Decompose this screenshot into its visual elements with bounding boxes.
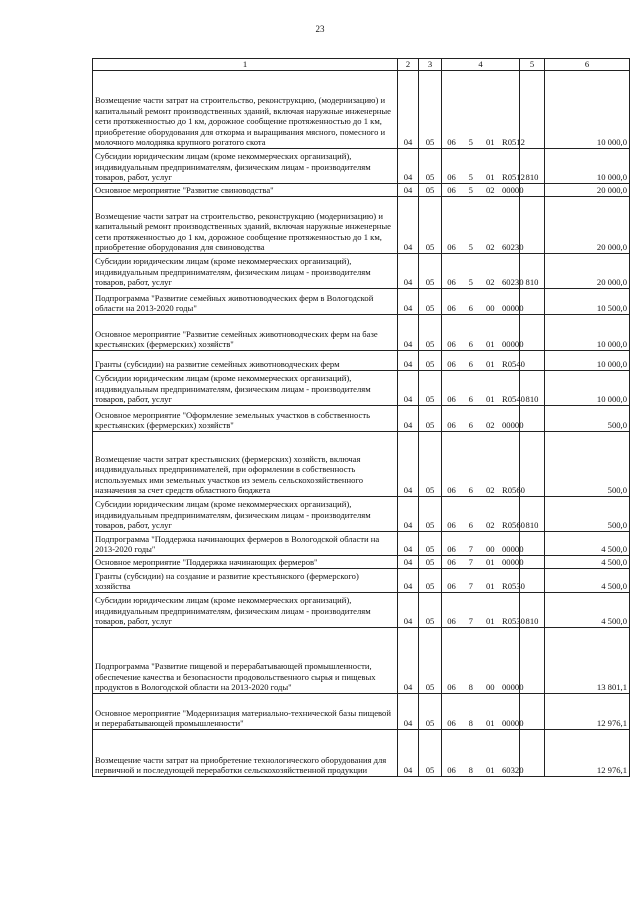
row-target-subprogram: 6 (461, 371, 481, 406)
row-subsection: 05 (419, 569, 442, 593)
table-row (93, 694, 630, 730)
row-target-subprogram: 5 (461, 149, 481, 184)
row-section: 04 (398, 184, 419, 197)
row-target-event: 00 (481, 628, 501, 694)
row-target-program: 06 (442, 315, 462, 351)
row-target-event: 01 (481, 149, 501, 184)
row-expense-type: 810 (520, 149, 545, 184)
row-subsection: 05 (419, 406, 442, 432)
row-subsection: 05 (419, 593, 442, 628)
row-amount: 10 000,0 (545, 371, 630, 406)
row-subsection: 05 (419, 497, 442, 532)
row-target-subprogram: 6 (461, 497, 481, 532)
row-target-event: 01 (481, 569, 501, 593)
row-target-event: 02 (481, 432, 501, 497)
row-subsection: 05 (419, 532, 442, 556)
row-section: 04 (398, 289, 419, 315)
row-target-event: 02 (481, 197, 501, 254)
row-target-event: 01 (481, 71, 501, 149)
row-section: 04 (398, 628, 419, 694)
row-target-direction: R0530 (500, 593, 520, 628)
table-row (93, 71, 630, 149)
row-subsection: 05 (419, 351, 442, 371)
row-target-program: 06 (442, 694, 462, 730)
row-name: Основное мероприятие "Развитие свиноводства" (93, 184, 398, 197)
row-section: 04 (398, 351, 419, 371)
row-target-direction: 00000 (500, 694, 520, 730)
row-section: 04 (398, 149, 419, 184)
row-target-subprogram: 7 (461, 593, 481, 628)
row-target-direction: 60320 (500, 730, 520, 777)
row-target-program: 06 (442, 532, 462, 556)
table-row (93, 197, 630, 254)
row-target-event: 01 (481, 593, 501, 628)
row-name: Основное мероприятие "Оформление земельных участков в собственность крестьянских (фермерских) хозяйств" (93, 406, 398, 432)
row-target-program: 06 (442, 371, 462, 406)
row-target-program: 06 (442, 197, 462, 254)
row-amount: 4 500,0 (545, 556, 630, 569)
row-name: Подпрограмма "Развитие семейных животноводческих ферм в Вологодской области на 2013-2020 годы" (93, 289, 398, 315)
table-body (93, 71, 630, 777)
row-subsection: 05 (419, 315, 442, 351)
row-target-direction: R0540 (500, 351, 520, 371)
row-target-program: 06 (442, 149, 462, 184)
table-row (93, 569, 630, 593)
row-target-subprogram: 6 (461, 351, 481, 371)
table-row (93, 289, 630, 315)
row-name: Возмещение части затрат на строительство, реконструкцию (модернизацию) и капитальный ремонт производственных зданий, включая наружные инженерные сети протяженностью до 1 км, дорожное сообщение протяженностью до 1 км, приобретение оборудования для свиноводства (93, 197, 398, 254)
row-amount: 20 000,0 (545, 184, 630, 197)
header-col-3: 3 (419, 59, 442, 71)
row-name: Гранты (субсидии) на развитие семейных животноводческих ферм (93, 351, 398, 371)
row-name: Основное мероприятие "Поддержка начинающих фермеров" (93, 556, 398, 569)
row-target-direction: R0512 (500, 149, 520, 184)
row-name: Возмещение части затрат на приобретение технологического оборудования для первичной и последующей переработки сельскохозяйственной продукции (93, 730, 398, 777)
row-section: 04 (398, 197, 419, 254)
row-section: 04 (398, 556, 419, 569)
row-subsection: 05 (419, 197, 442, 254)
row-target-direction: 00000 (502, 185, 524, 196)
row-target-subprogram: 6 (461, 289, 481, 315)
table-row (93, 556, 630, 569)
table-row (93, 406, 630, 432)
row-target-subprogram: 6 (461, 432, 481, 497)
row-section: 04 (398, 532, 419, 556)
row-amount: 10 000,0 (545, 351, 630, 371)
row-name: Возмещение части затрат на строительство, реконструкцию, (модернизацию) и капитальный ремонт производственных зданий, включая наружные инженерные сети протяженностью до 1 км, дорожное сообщение протяженностью до 1 км, приобретение оборудования для откорма и выращивания мясного, помесного и молочного молодняка крупного рогатого скота (93, 71, 398, 149)
table-header-row (93, 59, 630, 71)
row-target-subprogram: 7 (461, 532, 481, 556)
row-target-direction: 00000 (502, 557, 524, 568)
row-target-event: 01 (481, 371, 501, 406)
table-row (93, 497, 630, 532)
row-target-event: 02 (481, 497, 501, 532)
row-name: Возмещение части затрат крестьянских (фермерских) хозяйств, включая индивидуальных предпринимателей, при оформлении в собственность используемых ими земельных участков из земель сельскохозяйственного назначения за счет средств областного бюджета (93, 432, 398, 497)
row-target-program: 06 (442, 184, 462, 197)
row-section: 04 (398, 497, 419, 532)
row-target-program: 06 (442, 569, 462, 593)
row-amount: 4 500,0 (545, 532, 630, 556)
row-expense-type: 810 (520, 497, 545, 532)
row-name: Гранты (субсидии) на создание и развитие крестьянского (фермерского) хозяйства (93, 569, 398, 593)
row-target-subprogram: 7 (461, 556, 481, 569)
row-expense-type (520, 694, 545, 730)
row-amount: 500,0 (545, 406, 630, 432)
row-expense-type (520, 730, 545, 777)
row-target-subprogram: 8 (461, 628, 481, 694)
row-subsection: 05 (419, 556, 442, 569)
row-amount: 500,0 (545, 432, 630, 497)
row-target-direction: 00000 (500, 628, 520, 694)
row-target-direction: 00000 (500, 315, 520, 351)
row-target-direction: R0530 (500, 569, 520, 593)
row-target-program: 06 (442, 432, 462, 497)
row-subsection: 05 (419, 432, 442, 497)
row-target-program: 06 (442, 71, 462, 149)
budget-table (92, 58, 630, 777)
row-target-subprogram: 6 (461, 315, 481, 351)
row-amount: 10 000,0 (545, 315, 630, 351)
row-target-direction: R0540 (500, 371, 520, 406)
row-target-event: 00 (481, 289, 501, 315)
row-section: 04 (398, 254, 419, 289)
row-target-event: 01 (481, 730, 501, 777)
row-amount: 13 801,1 (545, 628, 630, 694)
row-amount: 4 500,0 (545, 569, 630, 593)
row-target-event: 01 (481, 694, 501, 730)
row-target-event: 02 (481, 184, 501, 197)
row-target-subprogram: 5 (461, 71, 481, 149)
row-expense-type (520, 628, 545, 694)
row-target-program: 06 (442, 406, 462, 432)
row-expense-type (520, 532, 545, 556)
table-row (93, 432, 630, 497)
row-target-subprogram: 5 (461, 254, 481, 289)
row-section: 04 (398, 315, 419, 351)
row-section: 04 (398, 432, 419, 497)
row-name: Основное мероприятие "Модернизация материально-технической базы пищевой и перерабатывающей промышленности" (93, 694, 398, 730)
row-expense-type (520, 556, 545, 569)
row-target-program: 06 (442, 289, 462, 315)
table-row (93, 351, 630, 371)
row-target-program: 06 (442, 497, 462, 532)
row-amount: 20 000,0 (545, 254, 630, 289)
row-subsection: 05 (419, 289, 442, 315)
row-section: 04 (398, 569, 419, 593)
table-row (93, 315, 630, 351)
row-target-event: 01 (481, 315, 501, 351)
row-amount: 20 000,0 (545, 197, 630, 254)
row-target-direction: 00000 (500, 289, 520, 315)
table-row (93, 184, 630, 197)
row-target-direction: 60230 (500, 254, 520, 289)
row-name: Субсидии юридическим лицам (кроме некоммерческих организаций), индивидуальным предпринимателям, физическим лицам - производителям товаров, работ, услуг (93, 149, 398, 184)
row-target-event: 02 (481, 254, 501, 289)
row-amount: 10 000,0 (545, 71, 630, 149)
row-target-direction: 00000 (500, 532, 520, 556)
row-name: Основное мероприятие "Развитие семейных животноводческих ферм на базе крестьянских (фермерских) хозяйств" (93, 315, 398, 351)
table-row (93, 149, 630, 184)
row-amount: 4 500,0 (545, 593, 630, 628)
row-target-event: 01 (481, 556, 501, 569)
row-name: Субсидии юридическим лицам (кроме некоммерческих организаций), индивидуальным предпринимателям, физическим лицам - производителям товаров, работ, услуг (93, 254, 398, 289)
row-target-program: 06 (442, 628, 462, 694)
row-target-program: 06 (442, 351, 462, 371)
row-subsection: 05 (419, 371, 442, 406)
row-subsection: 05 (419, 71, 442, 149)
table-row (93, 730, 630, 777)
row-target-subprogram: 6 (461, 406, 481, 432)
row-subsection: 05 (419, 730, 442, 777)
header-col-6: 6 (545, 59, 630, 71)
row-amount: 10 000,0 (545, 149, 630, 184)
row-name: Подпрограмма "Развитие пищевой и перерабатывающей промышленности, обеспечение качества и безопасности продовольственного сырья и пищевых продуктов в Вологодской области на 2013-2020 годы" (93, 628, 398, 694)
header-col-1: 1 (93, 59, 398, 71)
table-row (93, 254, 630, 289)
row-section: 04 (398, 71, 419, 149)
row-section: 04 (398, 371, 419, 406)
row-subsection: 05 (419, 694, 442, 730)
row-expense-type (520, 197, 545, 254)
row-expense-type (520, 406, 545, 432)
table-row (93, 593, 630, 628)
row-target-subprogram: 8 (461, 694, 481, 730)
row-target-subprogram: 7 (461, 569, 481, 593)
table-row (93, 371, 630, 406)
table-row (93, 628, 630, 694)
row-amount: 500,0 (545, 497, 630, 532)
row-subsection: 05 (419, 184, 442, 197)
row-name: Субсидии юридическим лицам (кроме некоммерческих организаций), индивидуальным предпринимателям, физическим лицам - производителям товаров, работ, услуг (93, 371, 398, 406)
row-target-subprogram: 5 (461, 197, 481, 254)
header-col-5: 5 (520, 59, 545, 71)
row-target-program: 06 (442, 730, 462, 777)
table-row (93, 532, 630, 556)
row-expense-type: 810 (520, 254, 545, 289)
row-target-subprogram: 5 (461, 184, 481, 197)
row-target-event: 00 (481, 532, 501, 556)
header-col-2: 2 (398, 59, 419, 71)
row-subsection: 05 (419, 628, 442, 694)
row-target-direction: R0560 (500, 432, 520, 497)
row-target-direction: 60230 (500, 197, 520, 254)
row-expense-type: 810 (520, 593, 545, 628)
row-amount: 12 976,1 (545, 730, 630, 777)
row-subsection: 05 (419, 149, 442, 184)
row-amount: 12 976,1 (545, 694, 630, 730)
row-subsection: 05 (419, 254, 442, 289)
row-expense-type (520, 289, 545, 315)
row-name: Подпрограмма "Поддержка начинающих фермеров в Вологодской области на 2013-2020 годы" (93, 532, 398, 556)
row-section: 04 (398, 730, 419, 777)
row-target-direction: 00000 (500, 406, 520, 432)
row-section: 04 (398, 694, 419, 730)
page-number: 23 (315, 24, 325, 34)
header-col-4: 4 (442, 59, 520, 71)
row-target-event: 02 (481, 406, 501, 432)
row-target-program: 06 (442, 593, 462, 628)
row-target-event: 01 (481, 351, 501, 371)
row-target-direction: R0512 (500, 71, 520, 149)
row-amount: 10 500,0 (545, 289, 630, 315)
row-expense-type (520, 315, 545, 351)
row-target-subprogram: 8 (461, 730, 481, 777)
row-target-program: 06 (442, 254, 462, 289)
row-expense-type (520, 184, 545, 197)
row-section: 04 (398, 593, 419, 628)
row-expense-type: 810 (520, 371, 545, 406)
row-name: Субсидии юридическим лицам (кроме некоммерческих организаций), индивидуальным предпринимателям, физическим лицам - производителям товаров, работ, услуг (93, 593, 398, 628)
row-target-direction: R0560 (500, 497, 520, 532)
row-section: 04 (398, 406, 419, 432)
row-target-program: 06 (442, 556, 462, 569)
row-name: Субсидии юридическим лицам (кроме некоммерческих организаций), индивидуальным предпринимателям, физическим лицам - производителям товаров, работ, услуг (93, 497, 398, 532)
